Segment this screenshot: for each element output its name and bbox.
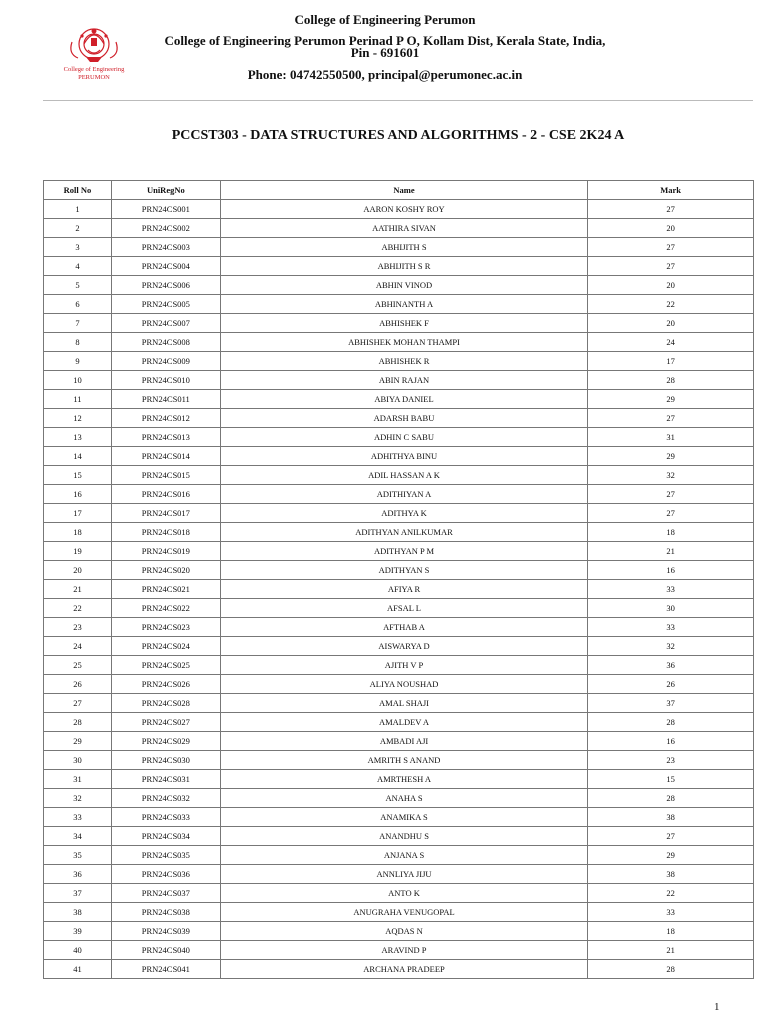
roll-no-cell: 31	[44, 770, 112, 789]
roll-no-cell: 1	[44, 200, 112, 219]
uniregno-cell: PRN24CS029	[111, 732, 220, 751]
mark-cell: 17	[588, 352, 754, 371]
name-cell: ABIYA DANIEL	[220, 390, 587, 409]
header-divider	[43, 100, 753, 101]
mark-cell: 18	[588, 922, 754, 941]
uniregno-cell: PRN24CS027	[111, 713, 220, 732]
table-row	[44, 884, 754, 903]
table-row	[44, 960, 754, 979]
name-cell: AATHIRA SIVAN	[220, 219, 587, 238]
uniregno-cell: PRN24CS011	[111, 390, 220, 409]
page-number: 1	[714, 1001, 720, 1013]
mark-cell: 24	[588, 333, 754, 352]
mark-cell: 27	[588, 238, 754, 257]
college-logo	[58, 20, 130, 84]
header-mark: Mark	[588, 181, 754, 200]
name-cell: ABHINANTH A	[220, 295, 587, 314]
uniregno-cell: PRN24CS036	[111, 865, 220, 884]
name-cell: ANJANA S	[220, 846, 587, 865]
table-row	[44, 409, 754, 428]
roll-no-cell: 7	[44, 314, 112, 333]
name-cell: ANTO K	[220, 884, 587, 903]
roll-no-cell: 22	[44, 599, 112, 618]
mark-cell: 36	[588, 656, 754, 675]
college-address	[130, 35, 640, 59]
name-cell: ADARSH BABU	[220, 409, 587, 428]
name-cell: ANAHA S	[220, 789, 587, 808]
roll-no-cell: 34	[44, 827, 112, 846]
name-cell: AMRITH S ANAND	[220, 751, 587, 770]
uniregno-cell: PRN24CS030	[111, 751, 220, 770]
name-cell: ABIN RAJAN	[220, 371, 587, 390]
roll-no-cell: 16	[44, 485, 112, 504]
mark-cell: 28	[588, 713, 754, 732]
roll-no-cell: 18	[44, 523, 112, 542]
mark-cell: 20	[588, 219, 754, 238]
mark-cell: 27	[588, 257, 754, 276]
table-row	[44, 789, 754, 808]
address-line-2: Pin - 691601	[350, 45, 420, 60]
mark-cell: 33	[588, 580, 754, 599]
uniregno-cell: PRN24CS018	[111, 523, 220, 542]
mark-cell: 31	[588, 428, 754, 447]
table-row	[44, 656, 754, 675]
name-cell: ANUGRAHA VENUGOPAL	[220, 903, 587, 922]
uniregno-cell: PRN24CS010	[111, 371, 220, 390]
name-cell: ADITHYAN P M	[220, 542, 587, 561]
name-cell: ALIYA NOUSHAD	[220, 675, 587, 694]
page-header	[0, 0, 768, 100]
mark-cell: 27	[588, 409, 754, 428]
uniregno-cell: PRN24CS021	[111, 580, 220, 599]
mark-cell: 22	[588, 884, 754, 903]
roll-no-cell: 32	[44, 789, 112, 808]
roll-no-cell: 13	[44, 428, 112, 447]
uniregno-cell: PRN24CS034	[111, 827, 220, 846]
logo-caption-2: PERUMON	[78, 74, 110, 81]
mark-cell: 27	[588, 827, 754, 846]
uniregno-cell: PRN24CS009	[111, 352, 220, 371]
uniregno-cell: PRN24CS003	[111, 238, 220, 257]
mark-cell: 37	[588, 694, 754, 713]
roll-no-cell: 17	[44, 504, 112, 523]
marks-table	[43, 180, 754, 979]
name-cell: ABHIN VINOD	[220, 276, 587, 295]
uniregno-cell: PRN24CS026	[111, 675, 220, 694]
mark-cell: 18	[588, 523, 754, 542]
name-cell: AMAL SHAJI	[220, 694, 587, 713]
name-cell: AMALDEV A	[220, 713, 587, 732]
uniregno-cell: PRN24CS012	[111, 409, 220, 428]
table-row	[44, 637, 754, 656]
roll-no-cell: 14	[44, 447, 112, 466]
uniregno-cell: PRN24CS032	[111, 789, 220, 808]
mark-cell: 26	[588, 675, 754, 694]
roll-no-cell: 2	[44, 219, 112, 238]
roll-no-cell: 4	[44, 257, 112, 276]
mark-cell: 28	[588, 960, 754, 979]
table-row	[44, 827, 754, 846]
table-row	[44, 390, 754, 409]
name-cell: AFIYA R	[220, 580, 587, 599]
mark-cell: 32	[588, 637, 754, 656]
roll-no-cell: 6	[44, 295, 112, 314]
table-row	[44, 504, 754, 523]
uniregno-cell: PRN24CS037	[111, 884, 220, 903]
roll-no-cell: 29	[44, 732, 112, 751]
name-cell: ADHIN C SABU	[220, 428, 587, 447]
uniregno-cell: PRN24CS015	[111, 466, 220, 485]
name-cell: AMRTHESH A	[220, 770, 587, 789]
table-row	[44, 314, 754, 333]
table-row	[44, 295, 754, 314]
name-cell: ABHISHEK R	[220, 352, 587, 371]
mark-cell: 16	[588, 732, 754, 751]
name-cell: ARCHANA PRADEEP	[220, 960, 587, 979]
roll-no-cell: 35	[44, 846, 112, 865]
roll-no-cell: 39	[44, 922, 112, 941]
table-row	[44, 428, 754, 447]
mark-cell: 16	[588, 561, 754, 580]
table-row	[44, 770, 754, 789]
table-row	[44, 618, 754, 637]
table-row	[44, 580, 754, 599]
table-row	[44, 523, 754, 542]
mark-cell: 15	[588, 770, 754, 789]
uniregno-cell: PRN24CS016	[111, 485, 220, 504]
roll-no-cell: 33	[44, 808, 112, 827]
mark-cell: 21	[588, 542, 754, 561]
roll-no-cell: 24	[44, 637, 112, 656]
roll-no-cell: 9	[44, 352, 112, 371]
table-row	[44, 238, 754, 257]
name-cell: ADHITHYA BINU	[220, 447, 587, 466]
header-uniregno: UniRegNo	[111, 181, 220, 200]
mark-cell: 28	[588, 371, 754, 390]
uniregno-cell: PRN24CS013	[111, 428, 220, 447]
name-cell: ANANDHU S	[220, 827, 587, 846]
mark-cell: 20	[588, 276, 754, 295]
roll-no-cell: 19	[44, 542, 112, 561]
name-cell: ABHIJITH S R	[220, 257, 587, 276]
name-cell: ADITHIYAN A	[220, 485, 587, 504]
mark-cell: 30	[588, 599, 754, 618]
roll-no-cell: 23	[44, 618, 112, 637]
table-row	[44, 922, 754, 941]
table-row	[44, 485, 754, 504]
uniregno-cell: PRN24CS038	[111, 903, 220, 922]
roll-no-cell: 11	[44, 390, 112, 409]
table-row	[44, 732, 754, 751]
table-row	[44, 561, 754, 580]
mark-cell: 29	[588, 390, 754, 409]
uniregno-cell: PRN24CS028	[111, 694, 220, 713]
uniregno-cell: PRN24CS014	[111, 447, 220, 466]
table-row	[44, 276, 754, 295]
name-cell: ADITHYAN ANILKUMAR	[220, 523, 587, 542]
uniregno-cell: PRN24CS041	[111, 960, 220, 979]
mark-cell: 20	[588, 314, 754, 333]
roll-no-cell: 30	[44, 751, 112, 770]
table-row	[44, 466, 754, 485]
roll-no-cell: 28	[44, 713, 112, 732]
mark-cell: 27	[588, 485, 754, 504]
roll-no-cell: 26	[44, 675, 112, 694]
table-row	[44, 941, 754, 960]
name-cell: AFTHAB A	[220, 618, 587, 637]
marks-table-body	[44, 200, 754, 979]
mark-cell: 32	[588, 466, 754, 485]
header-roll-no: Roll No	[44, 181, 112, 200]
mark-cell: 21	[588, 941, 754, 960]
name-cell: ABHISHEK MOHAN THAMPI	[220, 333, 587, 352]
roll-no-cell: 40	[44, 941, 112, 960]
name-cell: AQDAS N	[220, 922, 587, 941]
roll-no-cell: 36	[44, 865, 112, 884]
roll-no-cell: 38	[44, 903, 112, 922]
table-row	[44, 865, 754, 884]
college-name: College of Engineering Perumon	[294, 12, 476, 27]
mark-cell: 33	[588, 618, 754, 637]
table-row	[44, 371, 754, 390]
name-cell: ADITHYA K	[220, 504, 587, 523]
name-cell: ANAMIKA S	[220, 808, 587, 827]
uniregno-cell: PRN24CS031	[111, 770, 220, 789]
table-row	[44, 903, 754, 922]
roll-no-cell: 15	[44, 466, 112, 485]
table-row	[44, 713, 754, 732]
uniregno-cell: PRN24CS017	[111, 504, 220, 523]
name-cell: ADIL HASSAN A K	[220, 466, 587, 485]
uniregno-cell: PRN24CS022	[111, 599, 220, 618]
table-row	[44, 751, 754, 770]
mark-cell: 28	[588, 789, 754, 808]
uniregno-cell: PRN24CS020	[111, 561, 220, 580]
table-row	[44, 599, 754, 618]
roll-no-cell: 8	[44, 333, 112, 352]
course-title: PCCST303 - DATA STRUCTURES AND ALGORITHMS - 2 - CSE 2K24 A	[171, 128, 625, 143]
table-row	[44, 352, 754, 371]
header-name: Name	[220, 181, 587, 200]
table-row	[44, 257, 754, 276]
table-row	[44, 200, 754, 219]
roll-no-cell: 21	[44, 580, 112, 599]
uniregno-cell: PRN24CS039	[111, 922, 220, 941]
table-row	[44, 808, 754, 827]
mark-cell: 29	[588, 447, 754, 466]
mark-cell: 38	[588, 865, 754, 884]
roll-no-cell: 27	[44, 694, 112, 713]
uniregno-cell: PRN24CS033	[111, 808, 220, 827]
uniregno-cell: PRN24CS006	[111, 276, 220, 295]
name-cell: AFSAL L	[220, 599, 587, 618]
table-row	[44, 219, 754, 238]
roll-no-cell: 10	[44, 371, 112, 390]
table-header-row	[44, 181, 754, 200]
uniregno-cell: PRN24CS004	[111, 257, 220, 276]
mark-cell: 27	[588, 504, 754, 523]
table-row	[44, 333, 754, 352]
table-row	[44, 447, 754, 466]
name-cell: ARAVIND P	[220, 941, 587, 960]
mark-cell: 33	[588, 903, 754, 922]
roll-no-cell: 25	[44, 656, 112, 675]
name-cell: AJITH V P	[220, 656, 587, 675]
roll-no-cell: 3	[44, 238, 112, 257]
name-cell: ADITHYAN S	[220, 561, 587, 580]
uniregno-cell: PRN24CS005	[111, 295, 220, 314]
uniregno-cell: PRN24CS025	[111, 656, 220, 675]
table-row	[44, 846, 754, 865]
uniregno-cell: PRN24CS023	[111, 618, 220, 637]
roll-no-cell: 20	[44, 561, 112, 580]
roll-no-cell: 5	[44, 276, 112, 295]
name-cell: AISWARYA D	[220, 637, 587, 656]
address-line-1: College of Engineering Perumon Perinad P O, Kollam Dist, Kerala State, India,	[164, 33, 606, 48]
name-cell: ABHIJITH S	[220, 238, 587, 257]
mark-cell: 27	[588, 200, 754, 219]
table-row	[44, 542, 754, 561]
uniregno-cell: PRN24CS040	[111, 941, 220, 960]
table-row	[44, 694, 754, 713]
uniregno-cell: PRN24CS002	[111, 219, 220, 238]
logo-caption-1: College of Engineering	[63, 66, 125, 73]
uniregno-cell: PRN24CS035	[111, 846, 220, 865]
roll-no-cell: 37	[44, 884, 112, 903]
mark-cell: 29	[588, 846, 754, 865]
roll-no-cell: 41	[44, 960, 112, 979]
uniregno-cell: PRN24CS008	[111, 333, 220, 352]
name-cell: ANNLIYA JIJU	[220, 865, 587, 884]
name-cell: AMBADI AJI	[220, 732, 587, 751]
uniregno-cell: PRN24CS024	[111, 637, 220, 656]
mark-cell: 38	[588, 808, 754, 827]
name-cell: AARON KOSHY ROY	[220, 200, 587, 219]
name-cell: ABHISHEK F	[220, 314, 587, 333]
uniregno-cell: PRN24CS007	[111, 314, 220, 333]
table-row	[44, 675, 754, 694]
roll-no-cell: 12	[44, 409, 112, 428]
mark-cell: 22	[588, 295, 754, 314]
uniregno-cell: PRN24CS001	[111, 200, 220, 219]
mark-cell: 23	[588, 751, 754, 770]
uniregno-cell: PRN24CS019	[111, 542, 220, 561]
college-contact: Phone: 04742550500, principal@perumonec.ac.in	[247, 67, 523, 82]
